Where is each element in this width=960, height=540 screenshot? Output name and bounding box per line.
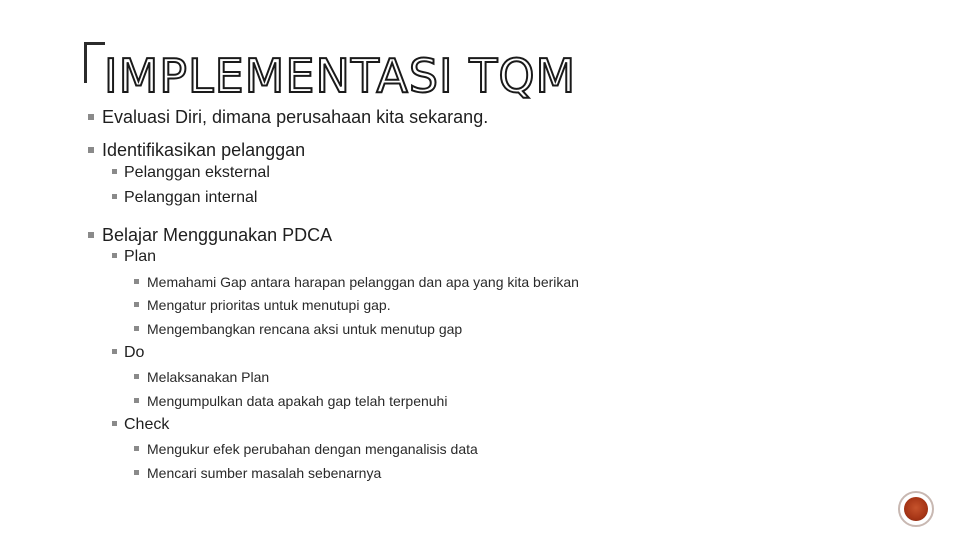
- list-item-pdca: [88, 225, 332, 246]
- list-item-text: Memahami Gap antara harapan pelanggan dan apa yang kita berikan: [147, 274, 579, 290]
- slide-title: IMPLEMENTASI TQM: [104, 49, 577, 103]
- list-item-check-2: [134, 465, 381, 481]
- list-item-text: Mengatur prioritas untuk menutupi gap.: [147, 297, 391, 313]
- list-item-text: Pelanggan internal: [124, 189, 258, 206]
- list-item-internal: [112, 189, 257, 207]
- bullet-icon: [88, 114, 94, 120]
- list-item-evaluasi: [88, 107, 488, 128]
- bullet-icon: [112, 421, 117, 426]
- list-item-text: Mengukur efek perubahan dengan menganalisis data: [147, 441, 478, 457]
- list-item-text: Melaksanakan Plan: [147, 369, 270, 385]
- list-item-identifikasi: [88, 140, 305, 161]
- logo-icon: [898, 491, 934, 527]
- list-item-text: Pelanggan eksternal: [124, 164, 270, 181]
- bullet-icon: [134, 326, 139, 331]
- bullet-icon: [112, 169, 117, 174]
- list-item-text: Evaluasi Diri, dimana perusahaan kita sekarang.: [102, 107, 489, 127]
- bullet-icon: [134, 398, 139, 403]
- list-item-check-1: [134, 441, 478, 457]
- bullet-icon: [112, 194, 117, 199]
- bullet-icon: [112, 349, 117, 354]
- list-item-eksternal: [112, 164, 270, 182]
- list-item-text: Identifikasikan pelanggan: [102, 140, 306, 160]
- list-item-do-1: [134, 369, 269, 385]
- list-item-plan-2: [134, 297, 391, 313]
- list-item-text: Mengumpulkan data apakah gap telah terpenuhi: [147, 393, 448, 409]
- bullet-icon: [134, 446, 139, 451]
- list-item-text: Belajar Menggunakan PDCA: [102, 225, 333, 245]
- list-item-plan-3: [134, 321, 462, 337]
- list-item-plan: [112, 248, 156, 266]
- list-item-do: [112, 344, 144, 362]
- bullet-icon: [134, 302, 139, 307]
- bullet-icon: [134, 470, 139, 475]
- logo-emblem: [904, 497, 928, 521]
- bullet-icon: [134, 279, 139, 284]
- list-item-do-2: [134, 393, 447, 409]
- bullet-icon: [88, 232, 94, 238]
- list-item-text: Do: [124, 344, 145, 361]
- bullet-icon: [88, 147, 94, 153]
- list-item-text: Mengembangkan rencana aksi untuk menutup gap: [147, 321, 463, 337]
- list-item-text: Mencari sumber masalah sebenarnya: [147, 465, 382, 481]
- list-item-check: [112, 416, 169, 434]
- list-item-text: Plan: [124, 248, 157, 265]
- bullet-icon: [134, 374, 139, 379]
- bullet-icon: [112, 253, 117, 258]
- list-item-text: Check: [124, 416, 170, 433]
- list-item-plan-1: [134, 274, 579, 290]
